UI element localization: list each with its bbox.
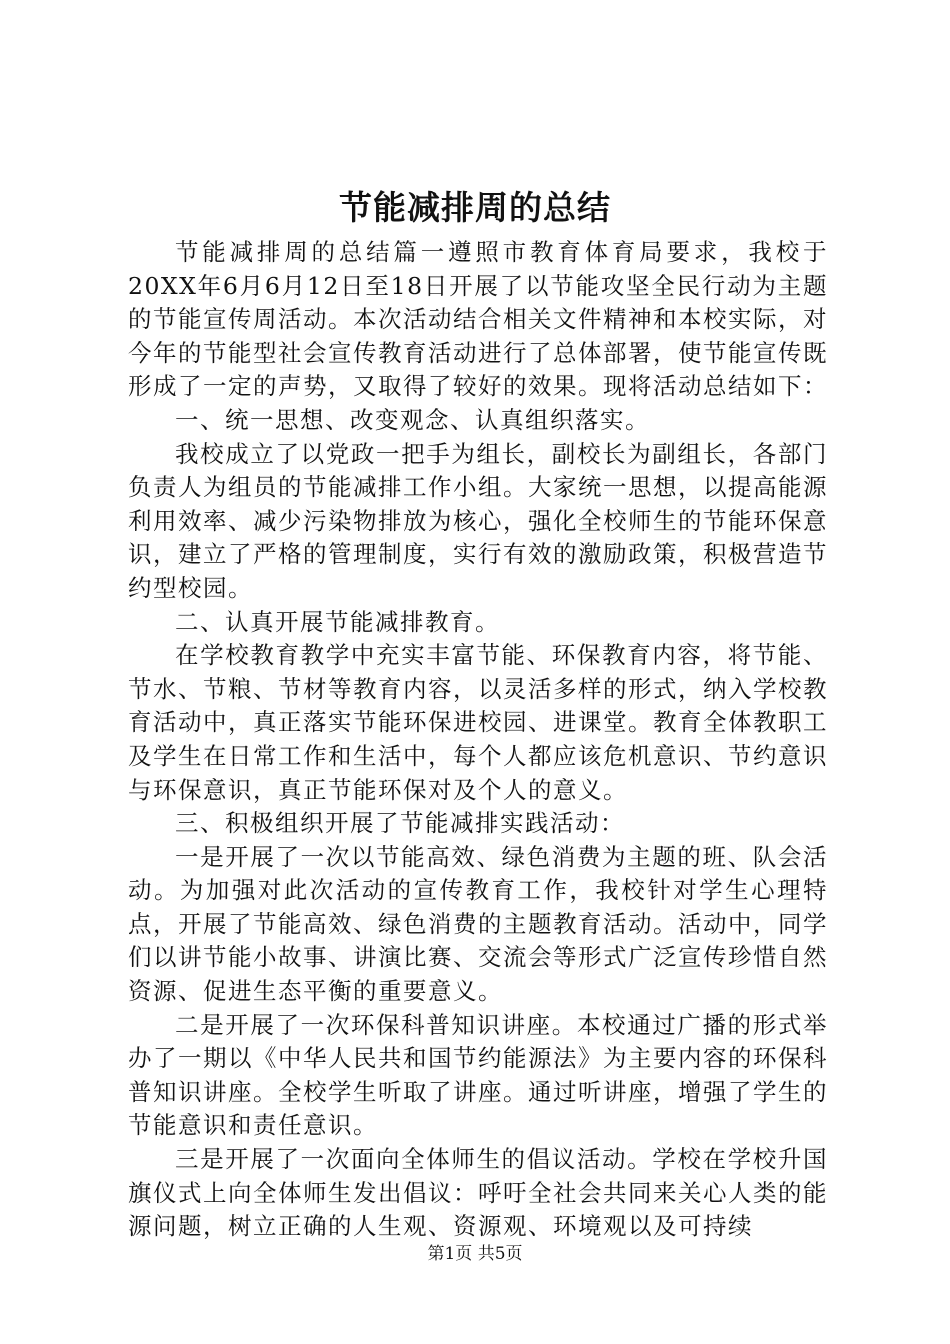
page-number-footer: 第1页 共5页	[427, 1244, 523, 1264]
document-title: 节能减排周的总结	[339, 188, 611, 227]
paragraph-activity-2: 二是开展了一次环保科普知识讲座。本校通过广播的形式举办了一期以《中华人民共和国节约能源法》为主要内容的环保科普知识讲座。全校学生听取了讲座。通过听讲座，增强了学生的节能意识和责任意识。	[128, 1010, 828, 1140]
paragraph-intro: 节能减排周的总结篇一遵照市教育体育局要求，我校于20XX年6月6月12日至18日开展了以节能攻坚全民行动为主题的节能宣传周活动。本次活动结合相关文件精神和本校实际，对今年的节能型社会宣传教育活动进行了总体部署，使节能宣传既形成了一定的声势，又取得了较好的效果。现将活动总结如下：	[128, 238, 828, 401]
paragraph-section-2: 在学校教育教学中充实丰富节能、环保教育内容，将节能、节水、节粮、节材等教育内容，以灵活多样的形式，纳入学校教育活动中，真正落实节能环保进校园、进课堂。教育全体教职工及学生在日常工作和生活中，每个人都应该危机意识、节约意识与环保意识，真正节能环保对及个人的意义。	[128, 641, 828, 804]
paragraph-activity-3: 三是开展了一次面向全体师生的倡议活动。学校在学校升国旗仪式上向全体师生发出倡议：呼吁全社会共同来关心人类的能源问题，树立正确的人生观、资源观、环境观以及可持续	[128, 1145, 828, 1241]
section-heading-3: 三、积极组织开展了节能减排实践活动：	[175, 809, 625, 838]
section-heading-1: 一、统一思想、改变观念、认真组织落实。	[175, 405, 650, 434]
section-heading-2: 二、认真开展节能减排教育。	[175, 607, 500, 636]
paragraph-section-1: 我校成立了以党政一把手为组长，副校长为副组长，各部门负责人为组员的节能减排工作小组。大家统一思想，以提高能源利用效率、减少污染物排放为核心，强化全校师生的节能环保意识，建立了严格的管理制度，实行有效的激励政策，积极营造节约型校园。	[128, 439, 828, 602]
paragraph-activity-1: 一是开展了一次以节能高效、绿色消费为主题的班、队会活动。为加强对此次活动的宣传教育工作，我校针对学生心理特点，开展了节能高效、绿色消费的主题教育活动。活动中，同学们以讲节能小故事、讲演比赛、交流会等形式广泛宣传珍惜自然资源、促进生态平衡的重要意义。	[128, 842, 828, 1006]
document-body	[128, 236, 828, 1244]
